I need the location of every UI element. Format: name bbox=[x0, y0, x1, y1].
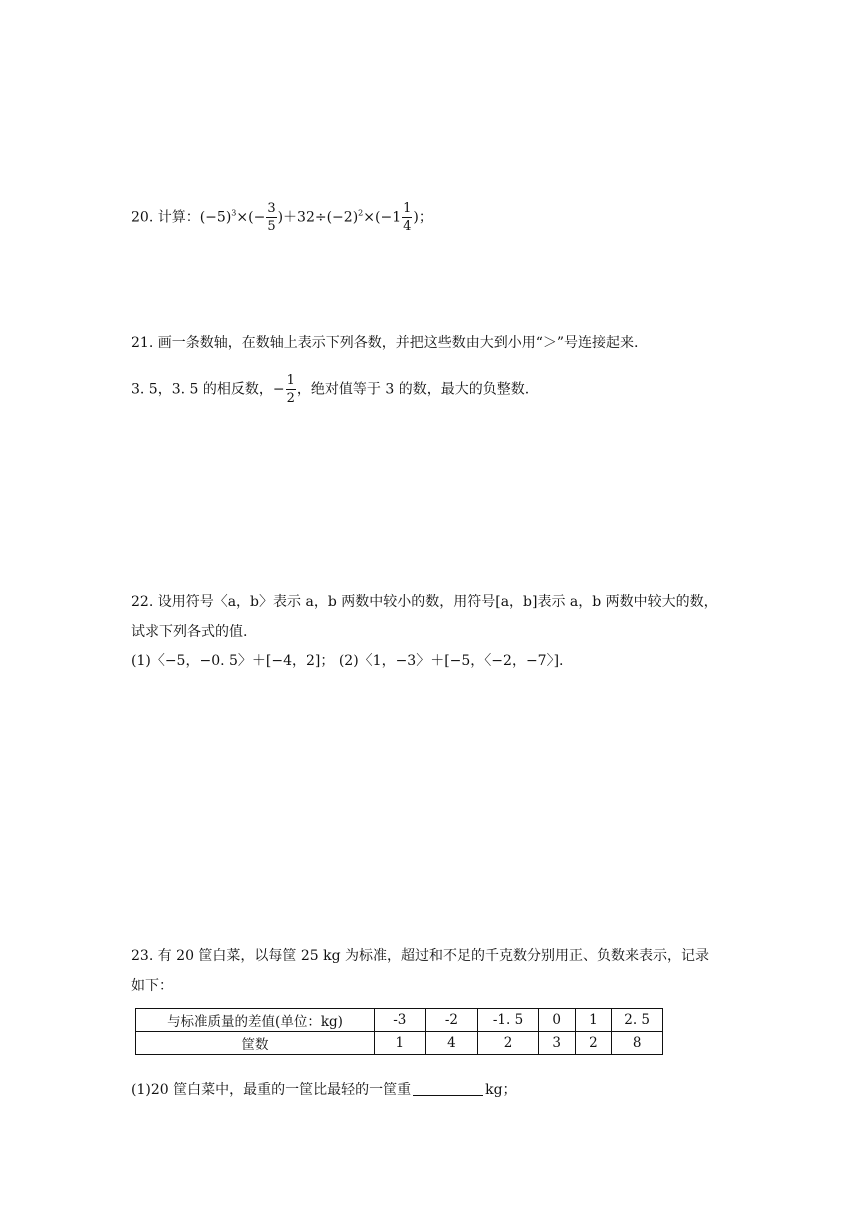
q20-times1: ×(− bbox=[236, 209, 266, 226]
q21-fraction bbox=[286, 372, 296, 407]
table-cell: -2 bbox=[425, 1009, 478, 1032]
q20-fraction-2 bbox=[402, 200, 412, 235]
answer-blank[interactable] bbox=[413, 1081, 483, 1096]
question-23-line2: 如下： bbox=[131, 978, 173, 994]
q20-exponent-1: 3 bbox=[231, 208, 237, 218]
question-21-line2 bbox=[131, 372, 529, 407]
table-cell: 2 bbox=[478, 1032, 539, 1055]
mass-record-table bbox=[135, 1008, 663, 1055]
table-header-diff: 与标准质量的差值(单位：kg) bbox=[136, 1009, 375, 1032]
table-cell: 8 bbox=[612, 1032, 663, 1055]
question-21-line1: 21. 画一条数轴，在数轴上表示下列各数，并把这些数由大到小用“＞”号连接起来. bbox=[131, 335, 639, 351]
table-cell: 0 bbox=[538, 1009, 575, 1032]
table-cell: -3 bbox=[374, 1009, 425, 1032]
table-row-counts bbox=[136, 1032, 663, 1055]
table-header-count: 筐数 bbox=[136, 1032, 375, 1055]
table-cell: 2. 5 bbox=[612, 1009, 663, 1032]
table-cell: 1 bbox=[374, 1032, 425, 1055]
q20-frac2-numerator: 1 bbox=[403, 201, 412, 216]
q20-term1: (−5) bbox=[199, 209, 232, 226]
q20-prefix: 20. 计算： bbox=[131, 209, 200, 226]
table-cell: 2 bbox=[575, 1032, 612, 1055]
q20-frac1-denominator: 5 bbox=[267, 219, 276, 234]
q23-sub1-suffix: kg； bbox=[485, 1082, 517, 1098]
q20-frac2-denominator: 4 bbox=[403, 219, 412, 234]
q21-frac-numerator: 1 bbox=[286, 373, 295, 388]
question-22-line1: 22. 设用符号〈a，b〉表示 a，b 两数中较小的数，用符号[a，b]表示 a，b 两数中较大的数， bbox=[131, 594, 718, 610]
q20-suffix: )； bbox=[413, 209, 433, 226]
table-row-diffs bbox=[136, 1009, 663, 1032]
table-cell: 3 bbox=[538, 1032, 575, 1055]
q21-line2-suffix: ，绝对值等于 3 的数，最大的负整数. bbox=[296, 381, 530, 398]
table-cell: -1. 5 bbox=[478, 1009, 539, 1032]
question-22-line3: (1)〈−5，−0. 5〉＋[−4，2]； (2)〈1，−3〉＋[−5，〈−2，−7〉]. bbox=[131, 653, 564, 669]
q23-sub1-prefix: (1)20 筐白菜中，最重的一筐比最轻的一筐重 bbox=[131, 1082, 412, 1098]
question-20 bbox=[131, 200, 433, 235]
table-cell: 1 bbox=[575, 1009, 612, 1032]
q20-times2: ×(−1 bbox=[363, 209, 402, 226]
question-23-line1: 23. 有 20 筐白菜，以每筐 25 kg 为标准，超过和不足的千克数分别用正、负数来表示，记录 bbox=[131, 948, 710, 964]
q21-frac-denominator: 2 bbox=[286, 391, 295, 406]
q20-fraction-1 bbox=[266, 200, 276, 235]
question-23-sub1 bbox=[131, 1080, 517, 1100]
q20-frac1-numerator: 3 bbox=[267, 201, 276, 216]
q21-line2-prefix: 3. 5，3. 5 的相反数，− bbox=[131, 381, 285, 398]
table-cell: 4 bbox=[425, 1032, 478, 1055]
question-22-line2: 试求下列各式的值. bbox=[131, 624, 248, 640]
q20-exponent-2: 2 bbox=[358, 208, 364, 218]
q20-mid: )＋32÷(−2) bbox=[277, 209, 359, 226]
